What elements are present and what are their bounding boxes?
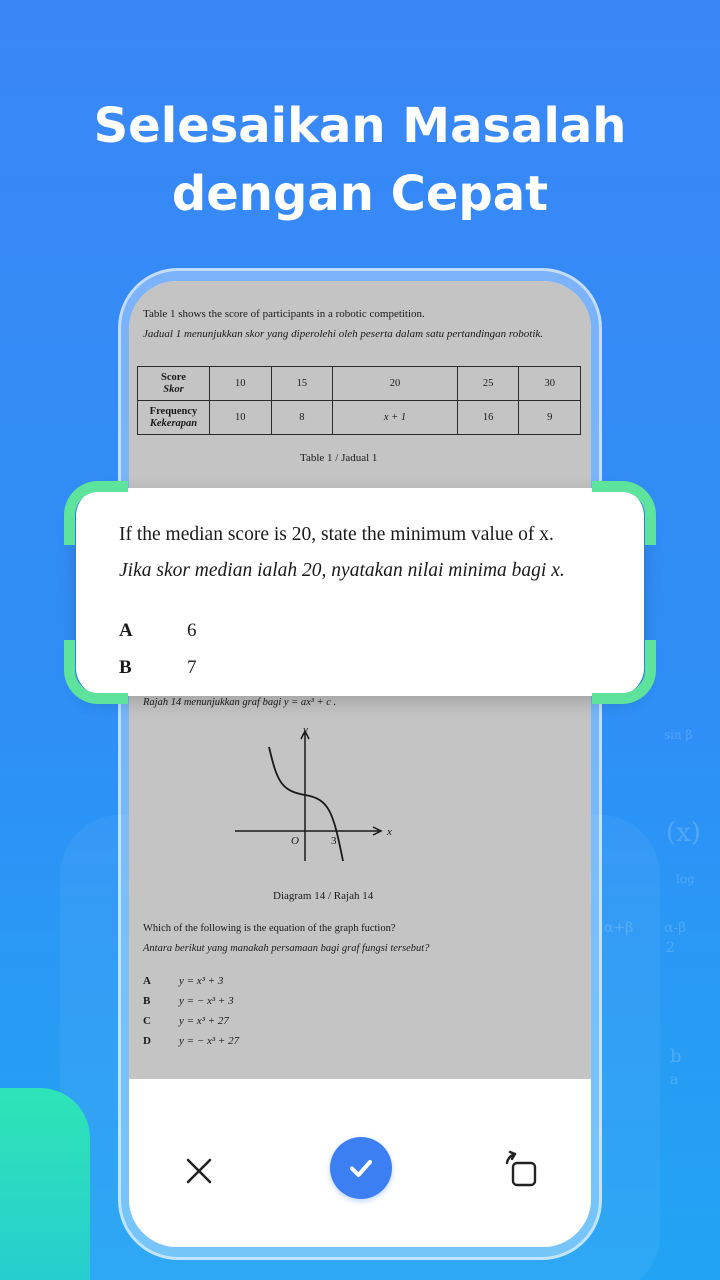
graph-intro: Rajah 14 menunjukkan graf bagi y = ax³ + c .	[143, 697, 337, 708]
option-equation: y = x³ + 3	[179, 975, 224, 987]
score-label: Score	[161, 371, 186, 383]
background-math-text: log	[676, 872, 695, 886]
crop-handle-top-left[interactable]	[64, 481, 128, 545]
background-math-text: α+β	[604, 920, 634, 936]
question-ms: Antara berikut yang manakah persamaan bagi graf fungsi tersebut?	[143, 943, 430, 954]
table-cell: 15	[271, 367, 333, 401]
table-cell: x + 1	[333, 401, 458, 435]
root-label: 3	[331, 835, 337, 847]
frequency-label: Frequency	[149, 405, 198, 417]
diagram-caption: Diagram 14 / Rajah 14	[273, 890, 374, 902]
headline-line-2: dengan Cepat	[171, 166, 549, 222]
origin-label: O	[291, 835, 299, 847]
option-equation: y = x³ + 27	[179, 1015, 229, 1027]
table-header-cell	[138, 367, 210, 401]
option-equation: y = − x³ + 27	[179, 1035, 240, 1047]
frequency-label-ms: Kekerapan	[149, 417, 198, 429]
selected-question-en: If the median score is 20, state the minimum value of x.	[119, 524, 554, 545]
table-cell: 8	[271, 401, 333, 435]
option-letter: B	[143, 995, 151, 1007]
table-cell: 10	[210, 401, 272, 435]
rotate-icon	[501, 1149, 545, 1193]
bottom-action-bar	[129, 1079, 591, 1247]
table-row	[138, 367, 581, 401]
table-cell: 20	[333, 367, 458, 401]
doc-intro-en: Table 1 shows the score of participants in a robotic competition.	[143, 308, 425, 320]
background-math-text: (x)	[666, 818, 701, 848]
y-axis-label: y	[303, 724, 308, 736]
table-cell: 10	[210, 367, 272, 401]
background-math-text: sin β	[664, 728, 693, 742]
background-math-text: a	[670, 1072, 679, 1088]
option-value: 7	[187, 657, 197, 678]
background-math-text: b	[670, 1046, 682, 1067]
table-header-cell	[138, 401, 210, 435]
option-value: 6	[187, 620, 197, 641]
x-axis-label: x	[387, 826, 392, 838]
check-icon	[345, 1152, 377, 1184]
table-cell: 9	[519, 401, 581, 435]
crop-selection-card[interactable]	[76, 488, 644, 696]
option-letter: A	[119, 620, 133, 641]
answer-option	[143, 1015, 229, 1027]
page-headline	[0, 92, 720, 228]
background-math-text: 2	[666, 940, 675, 956]
selected-option	[119, 657, 197, 679]
table-caption: Table 1 / Jadual 1	[300, 452, 378, 464]
background-accent-shape	[0, 1088, 90, 1280]
answer-option	[143, 1035, 239, 1047]
headline-line-1: Selesaikan Masalah	[93, 98, 627, 154]
selected-question-ms: Jika skor median ialah 20, nyatakan nilai minima bagi x.	[119, 560, 565, 581]
phone-screen	[129, 281, 591, 1247]
answer-option	[143, 975, 223, 987]
table-cell: 30	[519, 367, 581, 401]
option-letter: D	[143, 1035, 151, 1047]
score-table	[137, 366, 581, 435]
rotate-button[interactable]	[501, 1149, 545, 1193]
cubic-graph	[229, 721, 399, 871]
crop-handle-top-right[interactable]	[592, 481, 656, 545]
table-cell: 25	[457, 367, 519, 401]
crop-handle-bottom-left[interactable]	[64, 640, 128, 704]
answer-option	[143, 995, 234, 1007]
doc-intro-ms: Jadual 1 menunjukkan skor yang diperolehi oleh peserta dalam satu pertandingan robotik.	[143, 328, 544, 340]
crop-handle-bottom-right[interactable]	[592, 640, 656, 704]
option-equation: y = − x³ + 3	[179, 995, 234, 1007]
close-button[interactable]	[179, 1151, 219, 1191]
table-row	[138, 401, 581, 435]
option-letter: A	[143, 975, 151, 987]
table-cell: 16	[457, 401, 519, 435]
option-letter: B	[119, 657, 132, 678]
score-label-ms: Skor	[163, 383, 184, 395]
confirm-button[interactable]	[330, 1137, 392, 1199]
question-en: Which of the following is the equation of the graph fuction?	[143, 923, 396, 934]
close-icon	[179, 1151, 219, 1191]
option-letter: C	[143, 1015, 151, 1027]
background-math-text: α-β	[664, 920, 687, 936]
selected-option	[119, 620, 197, 642]
